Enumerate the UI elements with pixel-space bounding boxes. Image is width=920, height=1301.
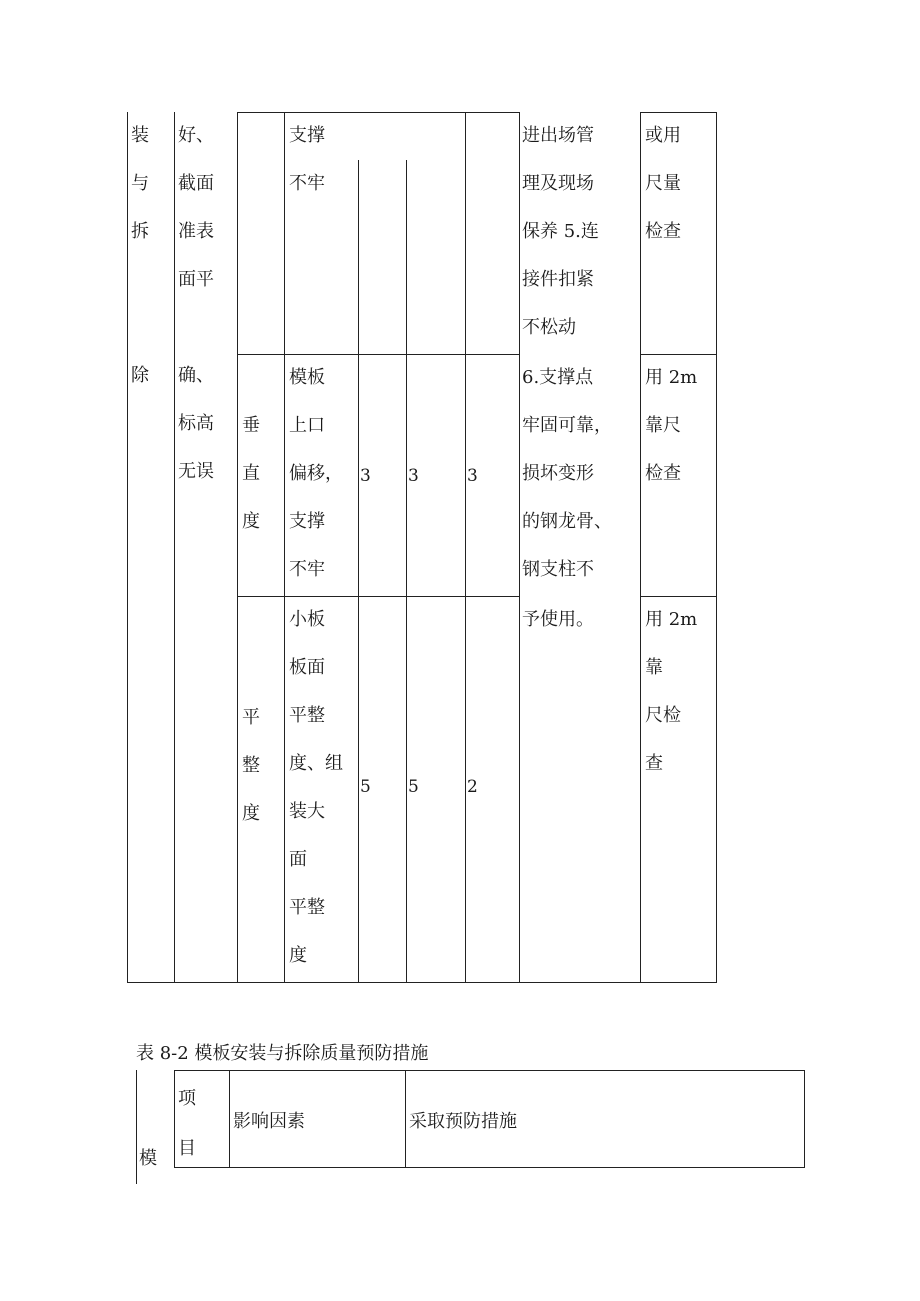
measure-line: 6.支撑点 (522, 367, 594, 388)
standard-line: 准表 (178, 221, 214, 242)
factor-line: 模板 (289, 367, 325, 388)
measure-line: 不松动 (522, 317, 576, 338)
category-char: 装 (131, 125, 149, 146)
table2-col-item: 项 (178, 1088, 196, 1109)
value-cell: 3 (360, 466, 371, 486)
standard-line: 好、 (178, 125, 214, 146)
factor-line: 小板 (289, 609, 325, 630)
standard-line: 截面 (178, 173, 214, 194)
value-cell: 3 (408, 466, 419, 486)
value-cell: 5 (408, 777, 419, 797)
value-cell: 2 (467, 777, 478, 797)
factor-line: 板面 (289, 657, 325, 678)
measure-line: 接件扣紧 (522, 269, 594, 290)
table2-col-measures: 采取预防措施 (409, 1111, 517, 1132)
table2-col-module: 模 (139, 1148, 157, 1169)
item-char: 垂 (242, 415, 260, 436)
method-line: 检查 (645, 463, 681, 484)
method-line: 或用 (645, 125, 681, 146)
factor-line: 度、组 (289, 753, 343, 774)
factor-line: 装大 (289, 801, 325, 822)
factor-line: 度 (289, 945, 307, 966)
item-char: 平 (242, 707, 260, 728)
standard-line: 确、 (178, 365, 214, 386)
method-line: 尺量 (645, 173, 681, 194)
factor-line: 不牢 (289, 173, 325, 194)
factor-line: 平整 (289, 705, 325, 726)
value-cell: 3 (467, 466, 478, 486)
standard-line: 标高 (178, 413, 214, 434)
table2-caption: 表 8-2 模板安装与拆除质量预防措施 (136, 1043, 429, 1064)
factor-line: 偏移， (289, 463, 343, 484)
factor-line: 平整 (289, 897, 325, 918)
measure-line: 进出场管 (522, 125, 594, 146)
item-char: 整 (242, 755, 260, 776)
factor-line: 上口 (289, 415, 325, 436)
category-char: 除 (131, 365, 149, 386)
item-char: 直 (242, 463, 260, 484)
method-line: 尺检 (645, 705, 681, 726)
factor-line: 面 (289, 849, 307, 870)
method-line: 靠 (645, 657, 663, 678)
category-char: 拆 (131, 221, 149, 242)
measure-line: 的钢龙骨、 (522, 511, 612, 532)
item-char: 度 (242, 511, 260, 532)
measure-line: 损坏变形 (522, 463, 594, 484)
standard-line: 无误 (178, 461, 214, 482)
table2-col-factors: 影响因素 (233, 1111, 305, 1132)
measure-line: 予使用。 (522, 609, 594, 630)
factor-line: 不牢 (289, 559, 325, 580)
measure-line: 保养 5.连 (522, 221, 599, 242)
measure-line: 钢支柱不 (522, 559, 594, 580)
standard-line: 面平 (178, 269, 214, 290)
method-line: 查 (645, 753, 663, 774)
factor-line: 支撑 (289, 125, 325, 146)
category-char: 与 (131, 173, 149, 194)
value-cell: 5 (360, 777, 371, 797)
item-char: 度 (242, 803, 260, 824)
method-line: 检查 (645, 221, 681, 242)
factor-line: 支撑 (289, 511, 325, 532)
method-line: 用 2m (645, 609, 698, 630)
table2-col-item: 目 (178, 1138, 196, 1159)
method-line: 用 2m (645, 367, 698, 388)
measure-line: 理及现场 (522, 173, 594, 194)
method-line: 靠尺 (645, 415, 681, 436)
measure-line: 牢固可靠， (522, 415, 612, 436)
